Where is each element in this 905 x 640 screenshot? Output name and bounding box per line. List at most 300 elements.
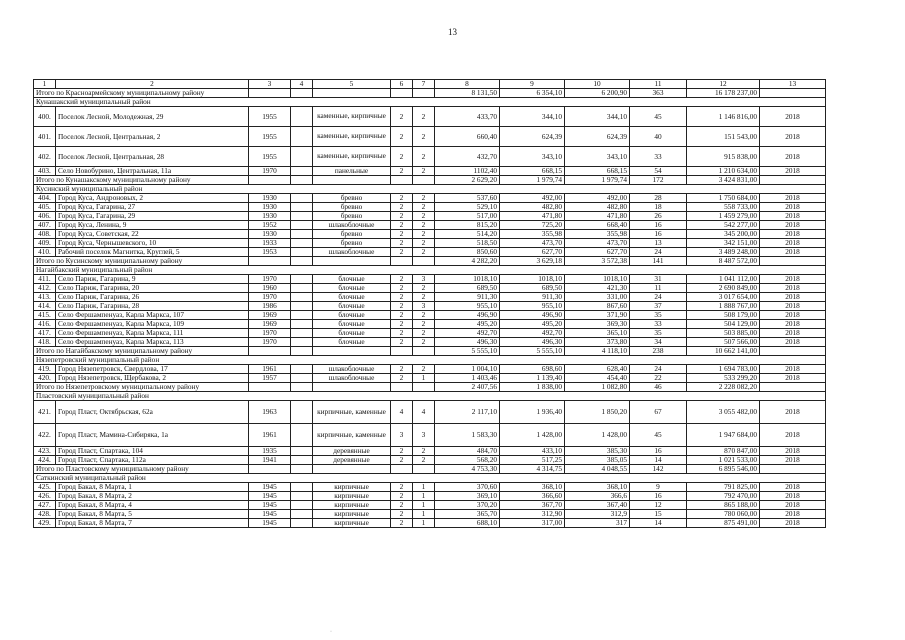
floors-cell: 2	[391, 456, 413, 465]
region-header-row	[34, 266, 826, 275]
floors-cell: 2	[391, 320, 413, 329]
living-area-cell: 473,70	[500, 239, 565, 248]
table-row	[34, 311, 826, 320]
material-cell	[313, 257, 391, 266]
cost-cell: 508 179,00	[687, 311, 760, 320]
cost-cell: 3 017 654,00	[687, 293, 760, 302]
floors-cell: 2	[391, 284, 413, 293]
year-plan-cell: 2018	[760, 501, 826, 510]
living-area-cell: 496,90	[500, 311, 565, 320]
residential-area-cell: 4 048,55	[565, 465, 630, 474]
residential-area-cell: 668,15	[565, 167, 630, 176]
living-area-cell: 492,00	[500, 194, 565, 203]
year-plan-cell: 2018	[760, 424, 826, 447]
floors-cell: 4	[391, 401, 413, 424]
entrances-cell: 2	[413, 212, 435, 221]
row-number-cell: 409.	[34, 239, 56, 248]
year-cell: 1957	[249, 374, 291, 383]
living-area-cell: 366,60	[500, 492, 565, 501]
row-number-cell: 408.	[34, 230, 56, 239]
living-area-cell: 1 979,74	[500, 176, 565, 185]
floors-cell: 2	[391, 501, 413, 510]
residential-area-cell: 371,90	[565, 311, 630, 320]
scan-mark: ·	[330, 629, 332, 635]
row-number-cell: 425.	[34, 483, 56, 492]
material-cell: шлакоблочные	[313, 365, 391, 374]
year-cell: 1960	[249, 284, 291, 293]
living-area-cell: 433,10	[500, 447, 565, 456]
region-total-row	[34, 257, 826, 266]
living-area-cell: 3 629,18	[500, 257, 565, 266]
empty-cell	[291, 465, 313, 474]
table-row	[34, 230, 826, 239]
total-area-cell: 850,60	[435, 248, 500, 257]
residential-area-cell: 4 118,10	[565, 347, 630, 356]
row-number-cell: 423.	[34, 447, 56, 456]
floors-cell: 2	[391, 203, 413, 212]
residents-cell: 45	[630, 107, 687, 127]
residential-area-cell: 627,70	[565, 248, 630, 257]
address-cell: Поселок Лесной, Центральная, 28	[56, 147, 249, 167]
row-number-cell: 416.	[34, 320, 56, 329]
residential-area-cell: 368,10	[565, 483, 630, 492]
empty-cell	[291, 510, 313, 519]
residential-area-cell: 373,80	[565, 338, 630, 347]
entrances-cell: 2	[413, 456, 435, 465]
residents-cell: 14	[630, 519, 687, 528]
residents-cell: 54	[630, 167, 687, 176]
entrances-cell: 2	[413, 293, 435, 302]
floors-cell	[391, 347, 413, 356]
table-row	[34, 212, 826, 221]
residents-cell: 16	[630, 492, 687, 501]
year-cell: 1933	[249, 239, 291, 248]
address-cell: Город Куса, Гагарина, 29	[56, 212, 249, 221]
living-area-cell: 668,15	[500, 167, 565, 176]
year-cell	[249, 89, 291, 98]
floors-cell: 2	[391, 221, 413, 230]
residents-cell: 22	[630, 374, 687, 383]
column-header: 5	[313, 80, 391, 89]
residents-cell: 24	[630, 248, 687, 257]
empty-cell	[291, 365, 313, 374]
floors-cell: 2	[391, 365, 413, 374]
year-cell: 1945	[249, 519, 291, 528]
total-area-cell: 568,20	[435, 456, 500, 465]
cost-cell: 791 825,00	[687, 483, 760, 492]
residents-cell: 33	[630, 147, 687, 167]
residential-area-cell: 385,05	[565, 456, 630, 465]
address-cell: Город Бакал, 8 Марта, 1	[56, 483, 249, 492]
cost-cell: 1 694 783,00	[687, 365, 760, 374]
living-area-cell: 627,70	[500, 248, 565, 257]
entrances-cell: 2	[413, 311, 435, 320]
material-cell: блочные	[313, 338, 391, 347]
cost-cell: 6 895 546,00	[687, 465, 760, 474]
table-row	[34, 501, 826, 510]
entrances-cell: 3	[413, 275, 435, 284]
cost-cell: 533 299,20	[687, 374, 760, 383]
column-header: 12	[687, 80, 760, 89]
floors-cell: 2	[391, 275, 413, 284]
empty-cell	[291, 329, 313, 338]
entrances-cell: 1	[413, 510, 435, 519]
table-row	[34, 374, 826, 383]
region-header-row	[34, 185, 826, 194]
material-cell: шлакоблочные	[313, 374, 391, 383]
table-row	[34, 203, 826, 212]
residential-area-cell: 331,00	[565, 293, 630, 302]
residential-area-cell: 344,10	[565, 107, 630, 127]
material-cell: шлакоблочные	[313, 221, 391, 230]
address-cell: Село Фершампенуаз, Карла Маркса, 107	[56, 311, 249, 320]
material-cell: бревно	[313, 203, 391, 212]
year-plan-cell: 2018	[760, 221, 826, 230]
cost-cell: 1 021 533,00	[687, 456, 760, 465]
entrances-cell: 2	[413, 203, 435, 212]
year-plan-cell: 2018	[760, 510, 826, 519]
residential-area-cell: 3 572,38	[565, 257, 630, 266]
residents-cell: 46	[630, 383, 687, 392]
column-header: 9	[500, 80, 565, 89]
total-label: Итого по Нязепетровскому муниципальному району	[34, 383, 249, 392]
residential-area-cell: 492,00	[565, 194, 630, 203]
material-cell: блочные	[313, 320, 391, 329]
address-cell: Город Куса, Андроновых, 2	[56, 194, 249, 203]
year-plan-cell: 2018	[760, 284, 826, 293]
total-area-cell: 1018,10	[435, 275, 500, 284]
residents-cell: 14	[630, 456, 687, 465]
residential-area-cell: 312,9	[565, 510, 630, 519]
total-area-cell: 365,70	[435, 510, 500, 519]
address-cell: Город Пласт, Октябрьская, 62а	[56, 401, 249, 424]
residents-cell: 9	[630, 483, 687, 492]
table-row	[34, 424, 826, 447]
table-row	[34, 107, 826, 127]
empty-cell	[291, 89, 313, 98]
address-cell: Город Пласт, Мамина-Сибиряка, 1а	[56, 424, 249, 447]
floors-cell: 2	[391, 107, 413, 127]
residents-cell: 172	[630, 176, 687, 185]
floors-cell: 2	[391, 293, 413, 302]
address-cell: Поселок Лесной, Центральная, 2	[56, 127, 249, 147]
living-area-cell: 624,39	[500, 127, 565, 147]
cost-cell: 780 060,00	[687, 510, 760, 519]
living-area-cell: 698,60	[500, 365, 565, 374]
region-total-row	[34, 383, 826, 392]
empty-cell	[291, 167, 313, 176]
entrances-cell: 3	[413, 302, 435, 311]
year-cell: 1970	[249, 338, 291, 347]
cost-cell: 1 750 684,00	[687, 194, 760, 203]
row-number-cell: 411.	[34, 275, 56, 284]
residential-area-cell: 369,30	[565, 320, 630, 329]
residential-area-cell: 471,80	[565, 212, 630, 221]
column-header: 7	[413, 80, 435, 89]
row-number-cell: 421.	[34, 401, 56, 424]
empty-cell	[291, 302, 313, 311]
total-area-cell: 955,10	[435, 302, 500, 311]
empty-cell	[291, 401, 313, 424]
residents-cell: 34	[630, 338, 687, 347]
year-cell: 1941	[249, 456, 291, 465]
total-label: Итого по Кунашакскому муниципальному району	[34, 176, 249, 185]
total-area-cell: 484,70	[435, 447, 500, 456]
empty-cell	[291, 347, 313, 356]
total-area-cell: 1 004,10	[435, 365, 500, 374]
entrances-cell: 2	[413, 284, 435, 293]
residential-area-cell: 668,40	[565, 221, 630, 230]
year-plan-cell: 2018	[760, 519, 826, 528]
row-number-cell: 412.	[34, 284, 56, 293]
material-cell: шлакоблочные	[313, 248, 391, 257]
table-row	[34, 456, 826, 465]
residential-area-cell: 365,10	[565, 329, 630, 338]
empty-cell	[291, 239, 313, 248]
residential-area-cell: 867,60	[565, 302, 630, 311]
cost-cell: 792 470,00	[687, 492, 760, 501]
entrances-cell: 2	[413, 329, 435, 338]
entrances-cell: 2	[413, 147, 435, 167]
year-plan-cell: 2018	[760, 212, 826, 221]
entrances-cell: 2	[413, 248, 435, 257]
address-cell: Село Париж, Гагарина, 9	[56, 275, 249, 284]
material-cell: кирпичные	[313, 519, 391, 528]
year-plan-cell: 2018	[760, 492, 826, 501]
residents-cell: 16	[630, 221, 687, 230]
residents-cell: 238	[630, 347, 687, 356]
entrances-cell	[413, 465, 435, 474]
region-name: Нагайбакский муниципальный район	[34, 266, 826, 275]
housing-table	[33, 79, 826, 528]
column-header: 2	[56, 80, 249, 89]
row-number-cell: 400.	[34, 107, 56, 127]
residential-area-cell: 1018,10	[565, 275, 630, 284]
material-cell: каменные, кирпичные	[313, 127, 391, 147]
living-area-cell: 911,30	[500, 293, 565, 302]
residents-cell: 67	[630, 401, 687, 424]
year-plan-cell	[760, 383, 826, 392]
year-cell	[249, 465, 291, 474]
cost-cell: 3 424 831,00	[687, 176, 760, 185]
column-header: 3	[249, 80, 291, 89]
floors-cell: 2	[391, 127, 413, 147]
cost-cell: 2 690 849,00	[687, 284, 760, 293]
residential-area-cell: 1 082,80	[565, 383, 630, 392]
cost-cell: 10 662 141,00	[687, 347, 760, 356]
year-cell	[249, 257, 291, 266]
cost-cell: 504 129,00	[687, 320, 760, 329]
cost-cell: 870 847,00	[687, 447, 760, 456]
year-cell: 1930	[249, 194, 291, 203]
total-area-cell: 370,20	[435, 501, 500, 510]
row-number-cell: 426.	[34, 492, 56, 501]
residents-cell: 24	[630, 365, 687, 374]
total-area-cell: 369,10	[435, 492, 500, 501]
empty-cell	[291, 456, 313, 465]
total-area-cell: 537,60	[435, 194, 500, 203]
residents-cell: 12	[630, 501, 687, 510]
residential-area-cell: 366,6	[565, 492, 630, 501]
year-cell: 1970	[249, 293, 291, 302]
year-plan-cell: 2018	[760, 248, 826, 257]
empty-cell	[291, 320, 313, 329]
floors-cell: 2	[391, 230, 413, 239]
cost-cell: 3 489 248,00	[687, 248, 760, 257]
empty-cell	[291, 257, 313, 266]
year-cell: 1935	[249, 447, 291, 456]
entrances-cell: 2	[413, 320, 435, 329]
cost-cell: 1 041 112,00	[687, 275, 760, 284]
year-plan-cell	[760, 89, 826, 98]
residential-area-cell: 482,80	[565, 203, 630, 212]
material-cell	[313, 383, 391, 392]
table-row	[34, 194, 826, 203]
year-cell: 1930	[249, 203, 291, 212]
empty-cell	[291, 203, 313, 212]
table-row	[34, 447, 826, 456]
year-plan-cell	[760, 257, 826, 266]
living-area-cell: 5 555,10	[500, 347, 565, 356]
material-cell: блочные	[313, 329, 391, 338]
total-area-cell: 2 629,20	[435, 176, 500, 185]
empty-cell	[291, 230, 313, 239]
address-cell: Город Нязепетровск, Свердлова, 17	[56, 365, 249, 374]
residents-cell: 40	[630, 127, 687, 147]
living-area-cell: 1 838,00	[500, 383, 565, 392]
residential-area-cell: 473,70	[565, 239, 630, 248]
row-number-cell: 413.	[34, 293, 56, 302]
floors-cell	[391, 176, 413, 185]
residents-cell: 45	[630, 424, 687, 447]
table-row	[34, 492, 826, 501]
residents-cell: 31	[630, 275, 687, 284]
entrances-cell: 1	[413, 519, 435, 528]
cost-cell: 875 491,00	[687, 519, 760, 528]
cost-cell: 1 888 767,00	[687, 302, 760, 311]
material-cell: кирпичные, каменные	[313, 424, 391, 447]
year-plan-cell: 2018	[760, 311, 826, 320]
year-cell: 1970	[249, 329, 291, 338]
cost-cell: 1 210 634,00	[687, 167, 760, 176]
address-cell: Город Куса, Ленина, 9	[56, 221, 249, 230]
year-cell: 1945	[249, 501, 291, 510]
residential-area-cell: 367,40	[565, 501, 630, 510]
row-number-cell: 420.	[34, 374, 56, 383]
address-cell: Город Куса, Советская, 22	[56, 230, 249, 239]
floors-cell	[391, 465, 413, 474]
table-row	[34, 365, 826, 374]
residential-area-cell: 1 428,00	[565, 424, 630, 447]
residents-cell: 18	[630, 203, 687, 212]
floors-cell: 2	[391, 492, 413, 501]
column-header: 4	[291, 80, 313, 89]
row-number-cell: 404.	[34, 194, 56, 203]
region-name: Нязепетровский муниципальный район	[34, 356, 826, 365]
address-cell: Село Фершампенуаз, Карла Маркса, 109	[56, 320, 249, 329]
residential-area-cell: 628,40	[565, 365, 630, 374]
region-header-row	[34, 98, 826, 107]
floors-cell: 3	[391, 424, 413, 447]
address-cell: Город Нязепетровск, Щербакова, 2	[56, 374, 249, 383]
address-cell: Село Париж, Гагарина, 28	[56, 302, 249, 311]
entrances-cell: 2	[413, 365, 435, 374]
material-cell: кирпичные	[313, 492, 391, 501]
table-row	[34, 338, 826, 347]
empty-cell	[291, 483, 313, 492]
table-row	[34, 239, 826, 248]
living-area-cell: 368,10	[500, 483, 565, 492]
entrances-cell: 2	[413, 239, 435, 248]
address-cell: Село Париж, Гагарина, 26	[56, 293, 249, 302]
row-number-cell: 414.	[34, 302, 56, 311]
entrances-cell: 2	[413, 127, 435, 147]
residents-cell: 28	[630, 194, 687, 203]
living-area-cell: 4 314,75	[500, 465, 565, 474]
residents-cell: 33	[630, 320, 687, 329]
row-number-cell: 418.	[34, 338, 56, 347]
address-cell: Город Бакал, 8 Марта, 7	[56, 519, 249, 528]
total-area-cell: 660,40	[435, 127, 500, 147]
row-number-cell: 403.	[34, 167, 56, 176]
total-label: Итого по Пластовскому муниципальному району	[34, 465, 249, 474]
column-header: 6	[391, 80, 413, 89]
row-number-cell: 419.	[34, 365, 56, 374]
table-row	[34, 401, 826, 424]
year-cell: 1955	[249, 147, 291, 167]
floors-cell: 2	[391, 167, 413, 176]
material-cell: деревянные	[313, 456, 391, 465]
cost-cell: 865 188,00	[687, 501, 760, 510]
address-cell: Село Новобурино, Центральная, 11а	[56, 167, 249, 176]
year-cell: 1953	[249, 248, 291, 257]
residents-cell: 16	[630, 447, 687, 456]
entrances-cell	[413, 89, 435, 98]
entrances-cell: 2	[413, 447, 435, 456]
cost-cell: 503 885,00	[687, 329, 760, 338]
table-row	[34, 519, 826, 528]
total-area-cell: 495,20	[435, 320, 500, 329]
entrances-cell: 2	[413, 338, 435, 347]
region-header-row	[34, 392, 826, 401]
table-row	[34, 483, 826, 492]
table-row	[34, 248, 826, 257]
cost-cell: 1 459 279,00	[687, 212, 760, 221]
page-number: 13	[448, 27, 457, 37]
total-area-cell: 4 282,20	[435, 257, 500, 266]
table-row	[34, 284, 826, 293]
residential-area-cell: 454,40	[565, 374, 630, 383]
living-area-cell: 1 428,00	[500, 424, 565, 447]
empty-cell	[291, 221, 313, 230]
year-plan-cell: 2018	[760, 230, 826, 239]
living-area-cell: 367,70	[500, 501, 565, 510]
residents-cell: 363	[630, 89, 687, 98]
year-cell	[249, 383, 291, 392]
total-label: Итого по Нагайбакскому муниципальному району	[34, 347, 249, 356]
empty-cell	[291, 501, 313, 510]
floors-cell: 2	[391, 194, 413, 203]
cost-cell: 507 566,00	[687, 338, 760, 347]
floors-cell	[391, 257, 413, 266]
year-plan-cell: 2018	[760, 456, 826, 465]
region-header-row	[34, 356, 826, 365]
table-row	[34, 221, 826, 230]
residential-area-cell: 1 979,74	[565, 176, 630, 185]
total-area-cell: 517,00	[435, 212, 500, 221]
residents-cell: 26	[630, 212, 687, 221]
year-plan-cell: 2018	[760, 483, 826, 492]
